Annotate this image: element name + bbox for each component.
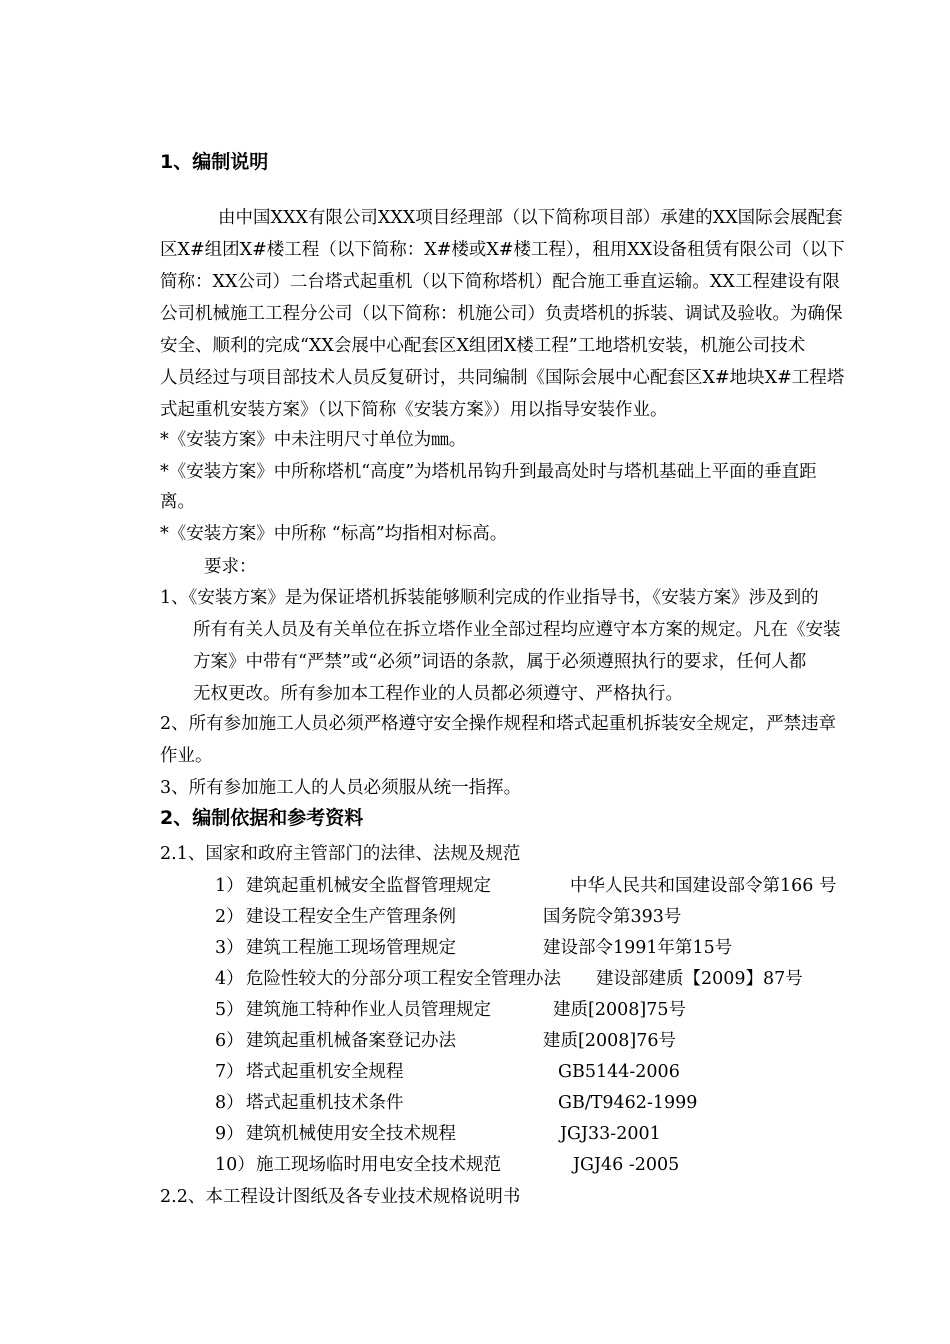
requirement-line-2: 所有有关人员及有关单位在拆立塔作业全部过程均应遵守本方案的规定。凡在《安装	[193, 620, 841, 640]
reference-source: JGJ46 -2005	[573, 1155, 680, 1175]
reference-title: 建筑工程施工现场管理规定	[246, 938, 456, 958]
reference-number: 2）	[215, 907, 244, 927]
reference-title: 建筑起重机械安全监督管理规定	[246, 876, 491, 896]
reference-item-9	[215, 1119, 855, 1150]
reference-title: 建设工程安全生产管理条例	[246, 907, 456, 927]
reference-number: 4）	[215, 969, 244, 989]
reference-source: 建设部令1991年第15号	[543, 938, 733, 958]
note-line-2: *《安装方案》中所称塔机“高度”为塔机吊钩升到最高处时与塔机基础上平面的垂直距	[160, 462, 817, 482]
reference-item-10	[215, 1150, 855, 1181]
reference-item-2	[215, 902, 855, 933]
reference-title: 危险性较大的分部分项工程安全管理办法	[246, 969, 561, 989]
intro-line-1: 由中国XXX有限公司XXX项目经理部（以下简称项目部）承建的XX国际会展配套	[218, 208, 843, 228]
reference-number: 10）	[215, 1155, 255, 1175]
note-line-1: *《安装方案》中未注明尺寸单位为㎜。	[160, 430, 467, 450]
reference-item-4	[215, 964, 855, 995]
reference-title: 施工现场临时用电安全技术规范	[256, 1155, 501, 1175]
reference-item-3	[215, 933, 855, 964]
subsection-2-2: 2.2、本工程设计图纸及各专业技术规格说明书	[160, 1187, 521, 1207]
reference-source: 国务院令第393号	[543, 907, 682, 927]
reference-title: 塔式起重机技术条件	[246, 1093, 404, 1113]
reference-number: 1）	[215, 876, 244, 896]
reference-source: GB5144-2006	[558, 1062, 680, 1082]
reference-number: 6）	[215, 1031, 244, 1051]
reference-item-5	[215, 995, 855, 1026]
reference-title: 建筑起重机械备案登记办法	[246, 1031, 456, 1051]
requirement-line-5: 2、所有参加施工人员必须严格遵守安全操作规程和塔式起重机拆装安全规定，严禁违章	[160, 714, 837, 734]
requirement-line-3: 方案》中带有“严禁”或“必须”词语的条款，属于必须遵照执行的要求，任何人都	[193, 652, 807, 672]
reference-source: 建质[2008]75号	[553, 1000, 686, 1020]
intro-line-6: 人员经过与项目部技术人员反复研讨，共同编制《国际会展中心配套区X#地块X#工程塔	[160, 368, 845, 388]
intro-line-4: 公司机械施工工程分公司（以下简称：机施公司）负责塔机的拆装、调试及验收。为确保	[160, 304, 843, 324]
reference-title: 建筑机械使用安全技术规程	[246, 1124, 456, 1144]
reference-source: 中华人民共和国建设部令第166 号	[570, 876, 837, 896]
requirements-label: 要求：	[204, 557, 257, 577]
requirement-line-6: 作业。	[160, 746, 213, 766]
reference-item-1	[215, 871, 855, 902]
requirement-line-1: 1、《安装方案》是为保证塔机拆装能够顺利完成的作业指导书，《安装方案》涉及到的	[160, 588, 819, 608]
note-line-3: 离。	[160, 492, 195, 512]
reference-source: GB/T9462-1999	[558, 1093, 698, 1113]
reference-number: 3）	[215, 938, 244, 958]
reference-item-8	[215, 1088, 855, 1119]
intro-line-5: 安全、顺利的完成“XX会展中心配套区X组团X楼工程”工地塔机安装，机施公司技术	[160, 336, 806, 356]
reference-source: 建质[2008]76号	[543, 1031, 676, 1051]
section-1-heading: 1、编制说明	[160, 151, 269, 173]
subsection-2-1: 2.1、国家和政府主管部门的法律、法规及规范	[160, 844, 521, 864]
requirement-line-7: 3、所有参加施工人的人员必须服从统一指挥。	[160, 778, 522, 798]
reference-item-7	[215, 1057, 855, 1088]
reference-source: 建设部建质【2009】87号	[596, 969, 803, 989]
intro-line-3: 简称：XX公司）二台塔式起重机（以下简称塔机）配合施工垂直运输。XX工程建设有限	[160, 272, 840, 292]
reference-item-6	[215, 1026, 855, 1057]
note-line-4: *《安装方案》中所称 “标高”均指相对标高。	[160, 524, 508, 544]
section-2-heading: 2、编制依据和参考资料	[160, 807, 364, 829]
intro-line-7: 式起重机安装方案》（以下简称《安装方案》）用以指导安装作业。	[160, 400, 668, 420]
reference-title: 建筑施工特种作业人员管理规定	[246, 1000, 491, 1020]
reference-title: 塔式起重机安全规程	[246, 1062, 404, 1082]
reference-number: 5）	[215, 1000, 244, 1020]
reference-number: 9）	[215, 1124, 244, 1144]
reference-number: 8）	[215, 1093, 244, 1113]
intro-line-2: 区X#组团X#楼工程（以下简称：X#楼或X#楼工程），租用XX设备租赁有限公司（以下	[160, 240, 845, 260]
requirement-line-4: 无权更改。所有参加本工程作业的人员都必须遵守、严格执行。	[193, 684, 683, 704]
reference-source: JGJ33-2001	[560, 1124, 661, 1144]
reference-number: 7）	[215, 1062, 244, 1082]
